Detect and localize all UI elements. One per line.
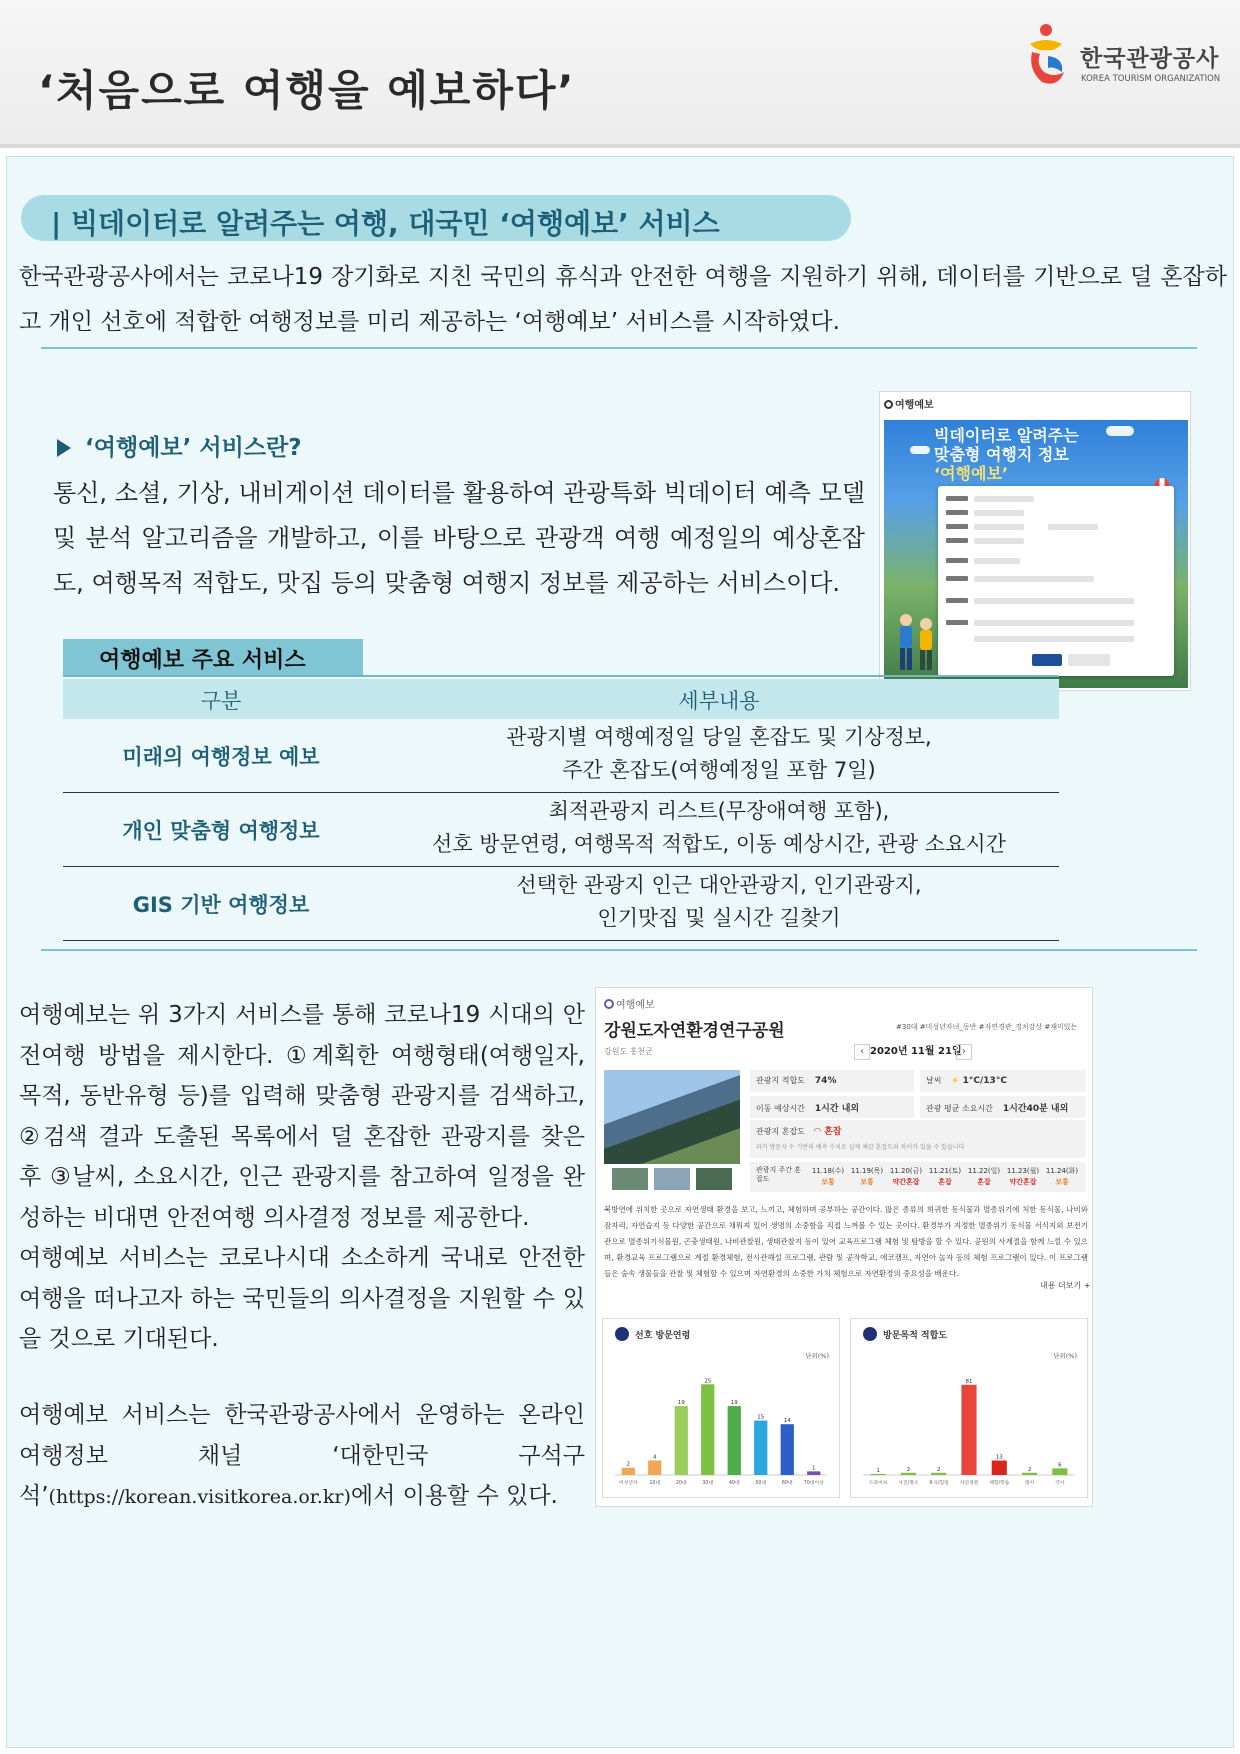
weekly-crowd-day [810, 1166, 846, 1188]
purpose-chart-unit: 단위(%) [1053, 1352, 1077, 1360]
visitkorea-url: (https://korean.visitkorea.or.kr) [48, 1486, 351, 1508]
detail-line: 관광지별 여행예정일 당일 혼잡도 및 기상정보, [506, 725, 932, 749]
chart-bar [931, 1473, 946, 1475]
result-screenshot [595, 987, 1093, 1507]
chart-category-label: 50대 [755, 1481, 767, 1486]
chart-category-label: 휴식/힐링 [928, 1481, 949, 1486]
chart-bar [901, 1473, 916, 1475]
weekly-crowd-day [927, 1166, 963, 1188]
kto-logo-mark-icon [1024, 22, 1070, 88]
reset-button [1068, 654, 1110, 666]
hero-line-1: 빅데이터로 알려주는 [934, 426, 1079, 445]
chart-category-label: 70대이상 [803, 1481, 824, 1486]
chart-category-label: 40대 [728, 1481, 740, 1486]
fit-value: 74% [814, 1076, 837, 1086]
hero-title [934, 426, 1079, 483]
form-label [946, 510, 968, 515]
form-field [974, 558, 1020, 564]
chart-data-label: 2 [626, 1461, 630, 1468]
chart-data-label: 1 [812, 1465, 816, 1472]
form-label [946, 620, 968, 625]
services-table-rule [63, 675, 1059, 677]
body-text-3a: 여행예보 서비스는 한국관광공사에서 운영하는 온라인 여행정보 채널 ‘대한민국 구석구석’ [19, 1402, 585, 1509]
chart-data-label: 19 [730, 1400, 738, 1407]
chart-bar [675, 1406, 688, 1475]
weather-value: 1°C/13°C [962, 1076, 1007, 1086]
selected-date: 2020년 11월 21일 [870, 1046, 962, 1057]
chart-badge-icon [615, 1327, 629, 1341]
weekly-crowd-status: 혼잡 [938, 1178, 952, 1186]
chart-bar [728, 1406, 741, 1475]
weekly-crowd-date: 11.19(목) [850, 1167, 884, 1175]
move-time-value: 1시간 내외 [814, 1104, 860, 1114]
purpose-chart-plot [855, 1363, 1083, 1497]
search-form [938, 486, 1174, 676]
form-label [946, 496, 968, 501]
result-brand-text: 여행예보 [616, 1000, 655, 1011]
age-chart-unit: 단위(%) [805, 1352, 829, 1360]
chart-category-label: 체험/학습 [989, 1481, 1010, 1486]
hero-line-2: 맞춤형 여행지 정보 [934, 445, 1069, 464]
weekly-crowd-status: 혼잡 [977, 1178, 991, 1186]
stay-time-label: 관광 평균 소요시간 [926, 1104, 993, 1113]
intro-paragraph: 한국관광공사에서는 코로나19 장기화로 지친 국민의 휴식과 안전한 여행을 지원하기 위해, 데이터를 기반으로 덜 혼잡하고 개인 선호에 적합한 여행정보를 미리 제공하는 ‘여행예보’ 서비스를 시작하였다. [19, 264, 1227, 335]
table-cell-category: 미래의 여행정보 예보 [122, 745, 320, 769]
weekly-crowd-day [1044, 1166, 1080, 1188]
divider-bottom [41, 949, 1197, 951]
stay-time-value: 1시간40분 내외 [1002, 1104, 1069, 1114]
chart-category-label: 레저 [1024, 1481, 1035, 1486]
detail-line: 선호 방문연령, 여행목적 적합도, 이동 예상시간, 관광 소요시간 [432, 832, 1006, 856]
table-row [63, 867, 1059, 941]
chart-category-label: 자연경관 [959, 1481, 979, 1486]
chart-bar [807, 1471, 820, 1475]
form-field [974, 636, 1134, 642]
chart-category-label: 사진/명소 [898, 1481, 919, 1486]
content-panel [6, 156, 1234, 1748]
chart-data-label: 13 [995, 1454, 1003, 1461]
form-field [1048, 524, 1098, 530]
search-button [1032, 654, 1062, 666]
result-brand [604, 996, 655, 1011]
age-chart-plot [607, 1363, 835, 1497]
thumbnail [696, 1168, 732, 1190]
weekly-crowd-date: 11.22(일) [967, 1167, 1001, 1175]
read-more-link[interactable]: 내용 더보기 + [1040, 1281, 1091, 1290]
chart-category-label: 드라이브 [868, 1481, 888, 1486]
table-row [63, 719, 1059, 793]
stay-time-info [920, 1096, 1086, 1118]
chart-data-label: 14 [783, 1418, 791, 1425]
form-label [946, 558, 968, 563]
weekly-crowd-status: 약간혼잡 [892, 1178, 920, 1186]
kto-logo [1024, 22, 1221, 92]
chart-data-label: 1 [876, 1467, 880, 1474]
thumbnail [654, 1168, 690, 1190]
chart-bar [1022, 1473, 1037, 1475]
chart-data-label: 25 [704, 1378, 712, 1385]
chart-data-label: 6 [1058, 1462, 1062, 1469]
column-header-detail: 세부내용 [678, 689, 760, 713]
detail-line: 주간 혼잡도(여행예정일 포함 7일) [562, 758, 876, 782]
table-row [63, 793, 1059, 867]
screenshot-brand [884, 396, 934, 411]
chart-data-label: 4 [653, 1454, 657, 1461]
sun-icon [884, 400, 893, 409]
divider-top [41, 347, 1197, 349]
chart-data-label: 19 [677, 1400, 685, 1407]
date-selector [854, 1042, 978, 1060]
service-screenshot [879, 391, 1191, 691]
chart-data-label: 2 [1027, 1466, 1032, 1473]
purpose-chart-title [863, 1327, 947, 1341]
body-text-2: 여행예보 서비스는 코로나시대 소소하게 국내로 안전한 여행을 떠나고자 하는 국민들의 의사결정을 지원할 수 있을 것으로 기대된다. [19, 1245, 585, 1352]
weekly-crowd-status: 약간혼잡 [1009, 1178, 1037, 1186]
form-label [946, 598, 968, 603]
hikers-illustration-icon [892, 610, 942, 676]
chart-badge-icon [863, 1327, 877, 1341]
crowd-note: 과거 방문자 수 기반의 예측 수치로 실제 체감 혼잡도와 차이가 있을 수 있습니다 [756, 1144, 965, 1151]
weekly-crowd-day [849, 1166, 885, 1188]
weekly-crowd-day [1005, 1166, 1041, 1188]
place-photo [604, 1070, 740, 1164]
chevron-left-icon: ‹ [854, 1044, 870, 1060]
page-header [0, 0, 1240, 148]
form-label [946, 538, 968, 543]
chart-category-label: 30대 [702, 1481, 714, 1486]
weekly-crowd-label: 관광지 주간 혼잡도 [756, 1166, 802, 1183]
crowd-value: 혼잡 [824, 1127, 842, 1137]
chart-category-label: 10대 [649, 1481, 661, 1486]
chart-category-label: 미성년자 [618, 1481, 638, 1486]
about-subheading-text: ‘여행예보’ 서비스란? [85, 435, 302, 461]
chart-data-label: 81 [965, 1378, 973, 1385]
triangle-bullet-icon [57, 439, 71, 457]
services-table-header [63, 679, 1059, 719]
chevron-right-icon: › [956, 1044, 972, 1060]
weekly-crowd-day [966, 1166, 1002, 1188]
age-chart-title [615, 1327, 690, 1341]
table-cell-category: GIS 기반 여행정보 [132, 893, 310, 917]
page-title: ‘처음으로 여행을 예보하다’ [38, 66, 576, 115]
screenshot-brand-text: 여행예보 [895, 400, 934, 411]
crowd-info [750, 1120, 1086, 1158]
form-field [974, 496, 1034, 502]
services-table-title: 여행예보 주요 서비스 [63, 639, 363, 675]
chart-bar [754, 1421, 767, 1475]
place-region: 강원도 홍천군 [604, 1047, 653, 1056]
weekly-crowd-date: 11.21(토) [928, 1167, 962, 1175]
cloud-icon [910, 446, 930, 454]
form-label [946, 524, 968, 529]
table-cell-category: 개인 맞춤형 여행정보 [122, 819, 320, 843]
body-text-3b: 에서 이용할 수 있다. [350, 1483, 558, 1509]
chart-bar [1052, 1468, 1067, 1475]
chart-bar [871, 1474, 886, 1475]
body-paragraph-1 [19, 995, 585, 1360]
table-cell-detail [399, 795, 1039, 861]
logo-korean-text: 한국관광공사 [1080, 46, 1220, 72]
chart-data-label: 2 [936, 1466, 941, 1473]
chart-data-label: 15 [757, 1414, 765, 1421]
weekly-crowd-day [888, 1166, 924, 1188]
table-cell-detail [399, 721, 1039, 787]
weather-label: 날씨 [926, 1076, 942, 1085]
crowd-label: 관광지 혼잡도 [756, 1127, 805, 1136]
chart-bar [781, 1424, 794, 1475]
form-field [974, 538, 1024, 544]
weekly-crowd-date: 11.23(월) [1006, 1167, 1040, 1175]
detail-line: 인기맛집 및 실시간 길찾기 [597, 906, 841, 930]
brand-ring-icon [604, 999, 614, 1009]
body-text-1: 여행예보는 위 3가지 서비스를 통해 코로나19 시대의 안전여행 방법을 제시한다. ①계획한 여행형태(여행일자, 목적, 동반유형 등)를 입력해 맞춤형 관광지를 검색하고, ②검색 결과 도출된 목록에서 덜 혼잡한 관광지를 찾은 후 ③날씨, 소요시간, 인근 관광지를 참고하여 일정을 완성하는 비대면 안전여행 의사결정 정보를 제공한다. [19, 1002, 585, 1231]
section-heading-bar [21, 195, 851, 241]
form-field [974, 598, 1134, 604]
purpose-chart-title-text: 방문목적 적합도 [883, 1331, 947, 1341]
screenshot-hero [884, 420, 1188, 688]
place-name: 강원도자연환경연구공원 [604, 1021, 785, 1041]
place-tags: #30대 #미성년자녀_동반 #자연경관_경치감상 #재미있는 [896, 1023, 1078, 1031]
cloud-icon [1106, 426, 1134, 436]
weekly-crowd-date: 11.20(금) [889, 1167, 923, 1175]
chart-bar [992, 1461, 1007, 1475]
section-heading: | 빅데이터로 알려주는 여행, 대국민 ‘여행예보’ 서비스 [51, 207, 720, 240]
chart-bar [961, 1385, 976, 1475]
chart-category-label: 20대 [675, 1481, 687, 1486]
chart-data-label: 2 [906, 1466, 911, 1473]
column-header-category: 구분 [200, 689, 242, 713]
move-time-label: 이동 예상시간 [756, 1104, 805, 1113]
about-subheading [57, 429, 302, 462]
gauge-icon: ◠ [814, 1127, 821, 1137]
form-label [946, 576, 968, 581]
chart-category-label: 역사 [1055, 1481, 1065, 1486]
photo-thumbnails [612, 1168, 736, 1190]
chart-bar [622, 1468, 635, 1475]
partly-cloudy-icon: ☀ [951, 1076, 959, 1085]
detail-line: 선택한 관광지 인근 대안관광지, 인기관광지, [516, 873, 922, 897]
form-field [974, 620, 1134, 626]
age-chart [602, 1318, 840, 1498]
fit-label: 관광지 적합도 [756, 1076, 805, 1085]
weekly-crowd-date: 11.24(화) [1045, 1167, 1079, 1175]
about-description: 통신, 소셜, 기상, 내비게이션 데이터를 활용하여 관광특화 빅데이터 예측 모델 및 분석 알고리즘을 개발하고, 이를 바탕으로 관광객 여행 예정일의 예상혼잡도, 여행목적 적합도, 맛집 등의 맞춤형 여행지 정보를 제공하는 서비스이다. [53, 479, 865, 597]
detail-line: 최적관광지 리스트(무장애여행 포함), [548, 799, 890, 823]
weather-info [920, 1070, 1086, 1092]
weekly-crowd-status: 보통 [1055, 1178, 1069, 1186]
place-description: 북방연에 위치한 곳으로 자연생태 환경을 보고, 느끼고, 체험하며 공부하는 공간이다. 많은 종류의 희귀한 동식물과 멸종위기에 처한 동식물, 나비와 잠자리, 자연습지 등 다양한 공간으로 채워져 있어 생명의 소중함을 직접 느껴볼 수 있는 곳이다. 환경부가 지정한 멸종위기 동식물 서식지외 보전기관으로 멸종위기식물원, 곤충생태원, 나비관찰원, 생태관찰지 등이 있어 교육프로그램 체험 및 탐방을 할 수 있다. 공원의 사계절을 함께 느낄 수 있으며, 환경교육 프로그램으로 계절 환경체험, 전시관해설 프로그램, 관람 및 공작학교, 에코캠프, 자연아 놀자 등의 체험 프로그램이 있다. 이 프로그램들은 숲속 생물들을 관찰 및 체험할 수 있으며 자연환경의 소중한 가치 체험으로 자연환경의 중요성을 배운다. [604, 1205, 1088, 1278]
weekly-crowd-date: 11.18(수) [811, 1167, 845, 1175]
logo-english-text: KOREA TOURISM ORGANIZATION [1081, 74, 1221, 84]
weekly-crowd-status: 보통 [821, 1178, 835, 1186]
age-chart-title-text: 선호 방문연령 [635, 1331, 691, 1341]
form-field [974, 524, 1024, 530]
chart-bar [701, 1384, 714, 1475]
move-time-info [750, 1096, 914, 1118]
hero-line-3: ‘여행예보’ [934, 464, 1008, 483]
form-field [974, 576, 1094, 582]
thumbnail [612, 1168, 648, 1190]
crowd-status [814, 1124, 841, 1137]
table-cell-detail [399, 869, 1039, 935]
weekly-crowd [750, 1162, 1086, 1192]
purpose-chart [850, 1318, 1088, 1498]
form-field [974, 510, 1024, 516]
fit-info [750, 1070, 914, 1092]
body-paragraph-2 [19, 1395, 585, 1518]
chart-category-label: 60대 [781, 1481, 793, 1486]
chart-bar [648, 1460, 661, 1475]
weekly-crowd-status: 보통 [860, 1178, 874, 1186]
